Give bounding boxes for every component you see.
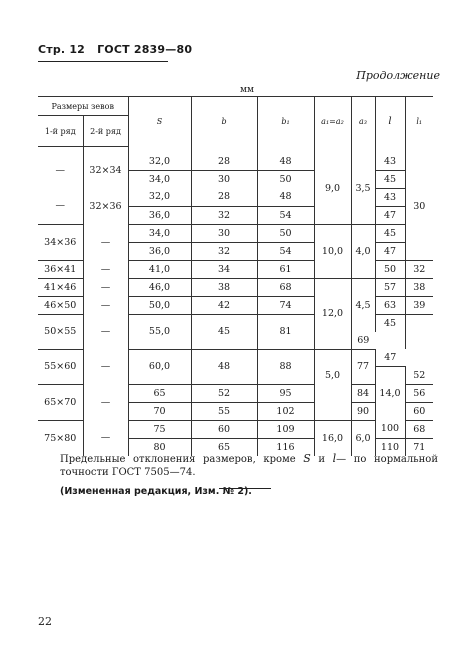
b-cell: 28	[191, 147, 257, 171]
r2-cell: —	[83, 420, 128, 456]
note-text-a: Предельные отклонения размеров, кроме	[60, 454, 296, 465]
l-cell: 90	[351, 402, 375, 420]
r2-cell: —	[83, 384, 128, 420]
l-cell: 43	[375, 188, 405, 206]
col-b: b	[191, 97, 257, 147]
section-rule	[219, 488, 271, 489]
l1-cell: 60	[405, 402, 433, 420]
note-symbol-l: l	[332, 452, 337, 465]
S-cell: 32,0	[128, 188, 191, 206]
S-cell: 36,0	[128, 206, 191, 224]
table-row	[38, 278, 433, 296]
l-cell: 57	[375, 278, 405, 296]
b-cell: 30	[191, 224, 257, 242]
r1-cell: 41×46	[38, 278, 83, 296]
r2-cell: —	[83, 278, 128, 296]
r2-cell: —	[83, 349, 128, 384]
col-S: S	[128, 97, 191, 147]
b1-cell: 61	[257, 260, 314, 278]
S-cell: 36,0	[128, 242, 191, 260]
b1-cell: 81	[257, 314, 314, 349]
l-cell: 47	[375, 206, 405, 224]
S-cell: 80	[128, 438, 191, 456]
S-cell: 32,0	[128, 147, 191, 171]
a3-cell: 6,0	[351, 420, 375, 456]
l-cell: 84	[351, 384, 375, 402]
table-row	[38, 420, 433, 438]
dimensions-table	[38, 96, 433, 456]
page-number: 22	[38, 615, 52, 628]
r2-cell: 32×36	[83, 188, 128, 224]
r1-cell: —	[55, 165, 65, 176]
table-row	[38, 147, 433, 171]
b-cell: 48	[191, 349, 257, 384]
S-cell: 50,0	[128, 296, 191, 314]
b-cell: 52	[191, 384, 257, 402]
l1-cell: 52	[405, 367, 433, 385]
note-and: и	[318, 454, 326, 465]
r1-cell: 46×50	[38, 296, 83, 314]
a1a2-cell: 16,0	[314, 420, 351, 456]
l-cell: 43	[375, 147, 405, 171]
b-cell: 38	[191, 278, 257, 296]
l-cell: 77	[351, 349, 375, 384]
amendment-note: (Измененная редакция, Изм. № 2).	[60, 486, 252, 497]
r2-cell: —	[83, 224, 128, 260]
b-cell: 32	[191, 242, 257, 260]
col-l: l	[375, 97, 405, 147]
l1-cell: 68	[405, 420, 433, 438]
page-header	[38, 43, 192, 56]
group-header: Размеры зевов	[38, 97, 128, 116]
table-row	[38, 384, 433, 402]
b1-cell: 109	[257, 420, 314, 438]
table-row	[38, 349, 433, 367]
b1-cell: 54	[257, 206, 314, 224]
b1-cell: 95	[257, 384, 314, 402]
l-cell: 63	[375, 296, 405, 314]
b-cell: 30	[191, 170, 257, 188]
S-cell: 60,0	[128, 349, 191, 384]
header-rule	[38, 61, 168, 62]
l-cell: 47	[375, 242, 405, 260]
S-cell: 34,0	[128, 224, 191, 242]
l-cell: 45	[375, 314, 405, 332]
b1-cell: 50	[257, 224, 314, 242]
r2-cell: 32×34	[83, 147, 128, 189]
l1-cell: 38	[405, 278, 433, 296]
a3-cell: 4,0	[351, 224, 375, 278]
b1-cell: 102	[257, 402, 314, 420]
col-l1: l₁	[405, 97, 433, 147]
a3-cell: 5,0	[314, 349, 351, 402]
row2-header: 2-й ряд	[83, 116, 128, 147]
S-cell: 46,0	[128, 278, 191, 296]
l1-cell: 56	[405, 384, 433, 402]
b-cell: 42	[191, 296, 257, 314]
a1a2-cell: 14,0	[375, 367, 405, 421]
row1-header: 1-й ряд	[38, 116, 83, 147]
a3-cell: 4,5	[351, 278, 375, 332]
l1-cell	[405, 314, 433, 349]
b1-cell: 88	[257, 349, 314, 384]
l1-cell: 71	[405, 438, 433, 456]
l-cell: 45	[375, 170, 405, 188]
note-text-b: — по нормальной точности ГОСТ 7505—74.	[60, 454, 438, 478]
l1-cell: 32	[405, 260, 433, 278]
b-cell: 32	[191, 206, 257, 224]
l-cell: 69	[351, 332, 375, 350]
b-cell: 60	[191, 420, 257, 438]
S-cell: 55,0	[128, 314, 191, 349]
r1-cell: 75×80	[38, 420, 83, 456]
b1-cell: 54	[257, 242, 314, 260]
col-b1: b₁	[257, 97, 314, 147]
r1-cell: 50×55	[38, 314, 83, 349]
a3-cell: 3,5	[351, 147, 375, 225]
r2-cell: —	[83, 260, 128, 278]
note-symbol-S: S	[303, 452, 311, 465]
b-cell: 65	[191, 438, 257, 456]
r1-cell: —	[55, 200, 65, 212]
l-cell: 50	[375, 260, 405, 278]
r1-cell: 34×36	[38, 224, 83, 260]
r1-cell: 65×70	[38, 384, 83, 420]
S-cell: 75	[128, 420, 191, 438]
b1-cell: 50	[257, 170, 314, 188]
a3-cell	[314, 402, 351, 420]
a1a2-cell: 12,0	[314, 278, 351, 349]
unit-label: мм	[240, 85, 255, 95]
a1a2-cell: 10,0	[314, 224, 351, 278]
b-cell: 45	[191, 314, 257, 349]
l-cell: 110	[375, 438, 405, 456]
r1-cell: 55×60	[38, 349, 83, 384]
b-cell: 28	[191, 188, 257, 206]
b1-cell: 48	[257, 188, 314, 206]
l1-cell: 47	[375, 349, 405, 367]
continuation-label: Продолжение	[356, 69, 440, 82]
l-cell: 100	[375, 420, 405, 438]
a1a2-cell: 9,0	[314, 147, 351, 225]
b1-cell: 48	[257, 147, 314, 171]
b-cell: 34	[191, 260, 257, 278]
col-a3: a₃	[351, 97, 375, 147]
tolerance-note	[60, 452, 438, 479]
S-cell: 41,0	[128, 260, 191, 278]
r2-cell: —	[83, 296, 128, 314]
S-cell: 65	[128, 384, 191, 402]
S-cell: 34,0	[128, 170, 191, 188]
l1-cell: 39	[405, 296, 433, 314]
col-a1a2: a₁=a₂	[314, 97, 351, 147]
b-cell: 55	[191, 402, 257, 420]
S-cell: 70	[128, 402, 191, 420]
page-label: Стр. 12	[38, 43, 86, 56]
gost-label: ГОСТ 2839—80	[97, 43, 193, 56]
l-cell: 45	[375, 224, 405, 242]
b1-cell: 116	[257, 438, 314, 456]
b1-cell: 68	[257, 278, 314, 296]
l1-cell: 30	[405, 147, 433, 261]
table-row	[38, 224, 433, 242]
r2-cell: —	[83, 314, 128, 349]
r1-cell: 36×41	[38, 260, 83, 278]
b1-cell: 74	[257, 296, 314, 314]
